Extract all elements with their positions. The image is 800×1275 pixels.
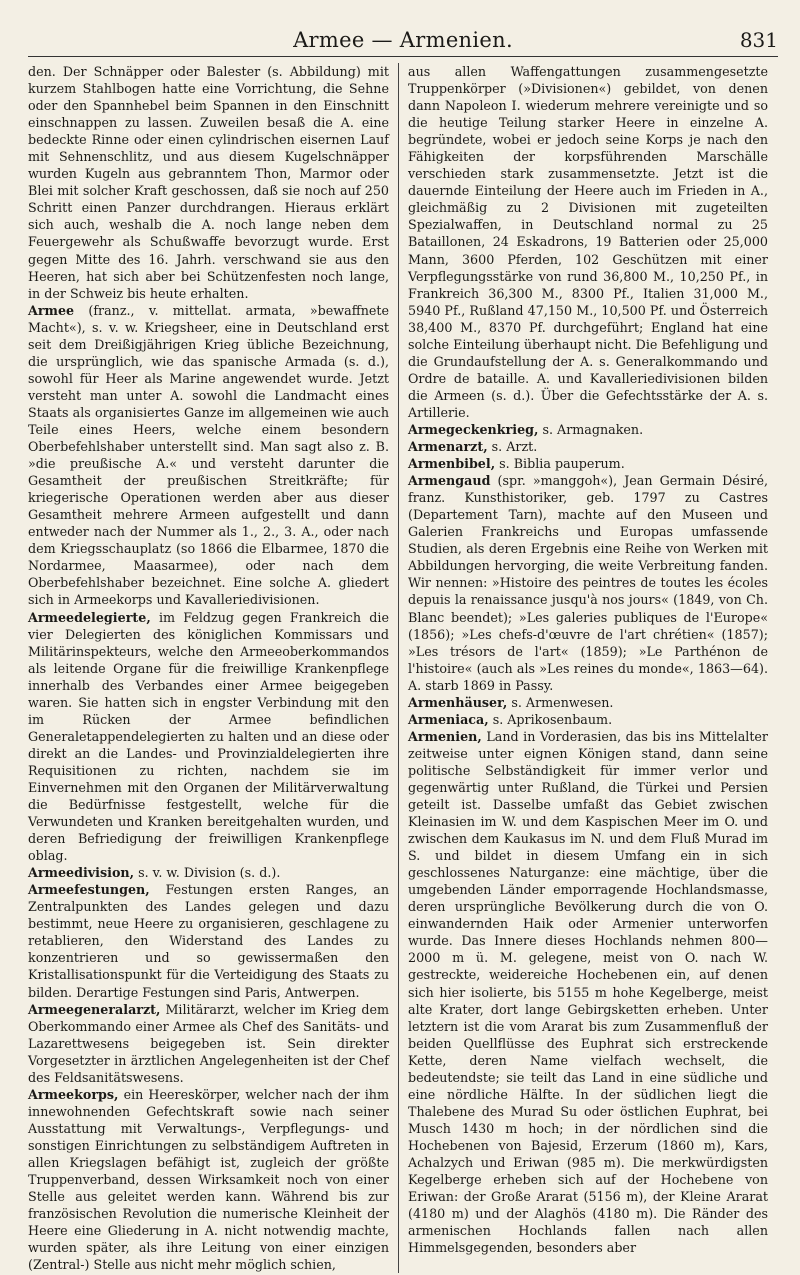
- dictionary-entry: [408, 455, 768, 472]
- entry-text: s. Biblia pauperum.: [495, 456, 625, 472]
- entry-text: im Feldzug gegen Frankreich die vier Delegierten des königlichen Kommissars und Militärinspekteurs, welche den Armeeoberkommandos als leitende Organe für die freiwillige Krankenpflege innerhalb des Verbandes einer Armee beigegeben waren. Sie hatten sich in engster Verbindung mit den im Rücken der Armee befindlichen Generaletappendelegierten zu halten und an diese oder direkt an die Landes- und Provinzialdelegierten ihre Requisitionen zu richten, nachdem sie im Einvernehmen mit den Organen der Militärverwaltung die Bedürfnisse festgestellt, welche für die Verwundeten und Kranken bereitgehalten wurden, und deren Befriedigung der freiwilligen Krankenpflege oblag.: [28, 609, 389, 864]
- dictionary-entry: [408, 728, 768, 1256]
- entry-text: s. Armenwesen.: [507, 694, 614, 710]
- dictionary-entry: [28, 302, 389, 609]
- page-number: 831: [739, 28, 778, 52]
- entry-text: Militärarzt, welcher im Krieg dem Oberkommando einer Armee als Chef des Sanitäts- und Lazarettwesens beigegeben ist. Sein direkter Vorgesetzter in ärztlichen Angelegenheiten ist der Chef des Feldsanitätswesens.: [28, 1001, 389, 1085]
- dictionary-entry: [28, 864, 389, 881]
- entry-headword: Armenhäuser,: [408, 694, 508, 710]
- entry-headword: Armegeckenkrieg,: [408, 421, 539, 437]
- dictionary-entry: [28, 63, 389, 302]
- left-column: [28, 63, 398, 1273]
- dictionary-entry: [408, 472, 768, 694]
- entry-headword: Armenbibel,: [408, 456, 496, 472]
- text-columns: [28, 63, 778, 1273]
- dictionary-entry: [408, 421, 768, 438]
- entry-text: ein Heereskörper, welcher nach der ihm innewohnenden Gefechtskraft sowie nach seiner Ausstattung mit Verwaltungs-, Verpflegungs- und sonstigen Einrichtungen zu selbständigem Auftreten in allen Kriegslagen befähigt ist, zugleich der größte Truppenverband, dessen Wirksamkeit noch von einer Stelle aus geleitet werden kann. Während bis zur französischen Revolution die numerische Kleinheit der Heere eine Gliederung in A. nicht notwendig machte, wurden später, als ihre Leitung von einer einzigen (Zentral-) Stelle aus nicht mehr möglich schien,: [28, 1086, 389, 1273]
- entry-headword: Armengaud: [408, 473, 491, 489]
- entry-text: s. Aprikosenbaum.: [488, 711, 613, 727]
- entry-headword: Armeegeneralarzt,: [28, 1001, 161, 1017]
- entry-text: den. Der Schnäpper oder Balester (s. Abbildung) mit kurzem Stahlbogen hatte eine Vorrichtung, die Sehne oder den Spannhebel beim Spannen in den Einschnitt einschnappen zu lassen. Zuweilen besaß die A. eine bedeckte Rinne oder einen cylindrischen eisernen Lauf mit Sehnenschlitz, und aus diesem Kugelschnäpper wurden Kugeln aus gebranntem Thon, Marmor oder Blei mit solcher Kraft geschossen, daß sie noch auf 250 Schritt einen Panzer durchdrangen. Hieraus erklärt sich auch, weshalb die A. noch lange neben dem Feuergewehr als Schußwaffe bevorzugt wurde. Erst gegen Mitte des 16. Jahrh. verschwand sie aus den Heeren, hat sich aber bei Schützenfesten noch lange, in der Schweiz bis heute erhalten.: [28, 64, 389, 301]
- entry-headword: Armeniaca,: [408, 711, 489, 727]
- dictionary-entry: [408, 711, 768, 728]
- dictionary-entry: [28, 609, 389, 865]
- entry-headword: Armeefestungen,: [28, 882, 150, 898]
- entry-headword: Armeedelegierte,: [28, 609, 151, 625]
- entry-text: Festungen ersten Ranges, an Zentralpunkten des Landes gelegen und dazu bestimmt, neue Heere zu organisieren, geschlagene zu retablieren, den Widerstand des Landes zu konzentrieren und so gewissermaßen den Kristallisationspunkt für die Verteidigung des Staats zu bilden. Derartige Festungen sind Paris, Antwerpen.: [28, 882, 389, 1000]
- entry-headword: Armenien,: [408, 728, 482, 744]
- entry-text: aus allen Waffengattungen zusammengesetzte Truppenkörper (»Divisionen«) gebildet, von denen dann Napoleon I. wiederum mehrere vereinigte und so die heutige Teilung starker Heere in einzelne A. begründete, wobei er jedoch seine Korps je nach den Fähigkeiten der korpsführenden Marschälle verschieden stark zusammensetzte. Jetzt ist die dauernde Einteilung der Heere auch im Frieden in A., gleichmäßig zu 2 Divisionen mit zugeteilten Spezialwaffen, in Deutschland normal zu 25 Bataillonen, 24 Eskadrons, 19 Batterien oder 25,000 Mann, 3600 Pferden, 102 Geschützen mit einer Verpflegungsstärke von rund 36,800 M., 10,250 Pf., in Frankreich 36,300 M., 8300 Pf., Italien 31,000 M., 5940 Pf., Rußland 47,150 M., 10,500 Pf. und Österreich 38,400 M., 8370 Pf. durchgeführt; England hat eine solche Einteilung überhaupt nicht. Die Befehligung und die Grundaufstellung der A. s. Generalkommando und Ordre de bataille. A. und Kavalleriedivisionen bilden die Armeen (s. d.). Über die Gefechtsstärke der A. s. Artillerie.: [408, 64, 768, 420]
- dictionary-entry: [408, 694, 768, 711]
- entry-headword: Armeekorps,: [28, 1086, 119, 1102]
- dictionary-entry: [28, 1086, 389, 1274]
- entry-text: s. Armagnaken.: [538, 421, 644, 437]
- dictionary-entry: [408, 63, 768, 421]
- entry-headword: Armenarzt,: [408, 439, 488, 455]
- entry-text: (spr. »manggoh«), Jean Germain Désiré, franz. Kunsthistoriker, geb. 1797 zu Castres (Departement Tarn), machte auf den Museen und Galerien Frankreichs und Europas umfassende Studien, als deren Ergebnis eine Reihe von Werken mit Abbildungen hervorging, die weite Verbreitung fanden. Wir nennen: »Histoire des peintres de toutes les écoles depuis la renaissance jusqu'à nos jours« (1849, von Ch. Blanc beendet); »Les galeries publiques de l'Europe« (1856); »Les chefs-d'œuvre de l'art chrétien« (1857); »Les trésors de l'art« (1859); »Le Parthénon de l'histoire« (auch als »Les reines du monde«, 1863—64). A. starb 1869 in Passy.: [408, 473, 768, 693]
- entry-headword: Armeedivision,: [28, 865, 135, 881]
- dictionary-entry: [28, 881, 389, 1000]
- dictionary-entry: [408, 438, 768, 455]
- entry-text: s. v. w. Division (s. d.).: [134, 865, 281, 881]
- entry-text: Land in Vorderasien, das bis ins Mittelalter zeitweise unter eignen Königen stand, dann seine politische Selbständigkeit für immer verlor und gegenwärtig unter Rußland, die Türkei und Persien geteilt ist. Dasselbe umfaßt das Gebiet zwischen Kleinasien im W. und dem Kaspischen Meer im O. und zwischen dem Kaukasus im N. und dem Fluß Murad im S. und bildet in diesem Umfang ein in sich geschlossenes Naturganze: eine mächtige, über die umgebenden Länder emporragende Hochlandsmasse, deren ursprüngliche Bevölkerung durch die von O. einwandernden Haik oder Armenier unterworfen wurde. Das Innere dieses Hochlands nehmen 800—2000 m ü. M. gelegene, meist von O. nach W. gestreckte, weidereiche Hochebenen ein, auf denen sich hier isolierte, bis 5155 m hohe Kegelberge, meist alte Krater, dort lange Gebirgsketten erheben. Unter letztern ist die vom Ararat bis zum Zusammenfluß der beiden Quellflüsse des Euphrat sich erstreckende Kette, deren Name vielfach wechselt, die bedeutendste; sie teilt das Land in eine südliche und eine nördliche Hälfte. In der südlichen liegt die Thalebene des Murad Su oder östlichen Euphrat, bei Musch 1430 m hoch; in der nördlichen sind die Hochebenen von Bajesid, Erzerum (1860 m), Kars, Achalzych und Eriwan (985 m). Die merkwürdigsten Kegelberge erheben sich auf der Hochebene von Eriwan: der Große Ararat (5156 m), der Kleine Ararat (4180 m) und der Alaghös (4180 m). Die Ränder des armenischen Hochlands fallen nach allen Himmelsgegenden, besonders aber: [408, 728, 768, 1256]
- entry-headword: Armee: [28, 302, 75, 318]
- page-header: [28, 26, 778, 57]
- right-column: [398, 63, 768, 1273]
- entry-text: s. Arzt.: [487, 439, 538, 455]
- running-head: Armee — Armenien.: [293, 28, 513, 52]
- dictionary-entry: [28, 1001, 389, 1086]
- entry-text: (franz., v. mittellat. armata, »bewaffnete Macht«), s. v. w. Kriegsheer, eine in Deutschland erst seit dem Dreißigjährigen Krieg übliche Bezeichnung, die ursprünglich, wie das spanische Armada (s. d.), sowohl für Heer als Marine angewendet wurde. Jetzt versteht man unter A. sowohl die Landmacht eines Staats als organisiertes Ganze im allgemeinen wie auch Teile eines Heers, welche einem besondern Oberbefehlshaber unterstellt sind. Man sagt also z. B. »die preußische A.« und versteht darunter die Gesamtheit der preußischen Streitkräfte; für kriegerische Operationen werden aber aus dieser Gesamtheit mehrere Armeen aufgestellt und dann entweder nach der Nummer als 1., 2., 3. A., oder nach dem Kriegsschauplatz (so 1866 die Elbarmee, 1870 die Nordarmee, Maasarmee), oder nach dem Oberbefehlshaber bezeichnet. Eine solche A. gliedert sich in Armeekorps und Kavalleriedivisionen.: [28, 302, 389, 608]
